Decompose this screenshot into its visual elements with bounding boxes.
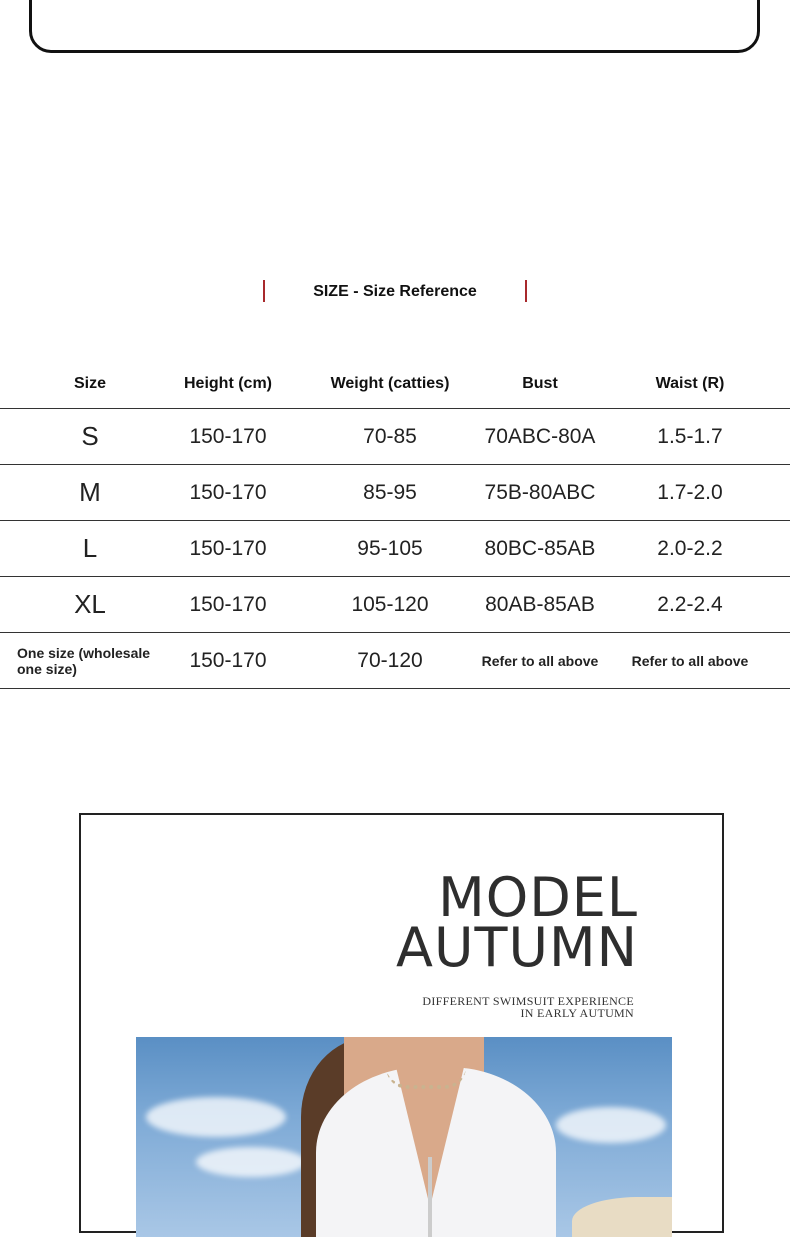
row-size: XL xyxy=(74,589,106,619)
top-card xyxy=(29,0,760,53)
model-subtitle-line1: DIFFERENT SWIMSUIT EXPERIENCE xyxy=(422,994,634,1008)
row-weight: 105-120 xyxy=(351,592,429,616)
model-subtitle-line2: IN EARLY AUTUMN xyxy=(520,1006,634,1020)
row-size: M xyxy=(79,477,101,507)
model-title-line2: AUTUMN xyxy=(396,916,638,979)
model-title xyxy=(396,866,638,979)
table-row xyxy=(0,633,790,689)
header-bust: Bust xyxy=(522,375,558,392)
row-waist: 1.7-2.0 xyxy=(657,480,723,504)
top-card-right-value xyxy=(537,0,607,2)
table-header-row xyxy=(0,360,790,409)
heading-right-bar xyxy=(525,280,527,302)
row-size: S xyxy=(81,421,99,451)
row-waist: Refer to all above xyxy=(631,652,749,669)
row-bust: Refer to all above xyxy=(481,652,599,669)
header-weight: Weight (catties) xyxy=(330,375,450,392)
table-row xyxy=(0,521,790,577)
row-waist: 2.2-2.4 xyxy=(657,592,723,616)
row-height: 150-170 xyxy=(189,592,267,616)
row-weight: 70-85 xyxy=(363,424,417,448)
row-size: One size (wholesale one size) xyxy=(17,644,151,677)
model-photo xyxy=(136,1037,672,1237)
beach-umbrella xyxy=(572,1197,672,1237)
row-bust: 80BC-85AB xyxy=(484,536,596,560)
model-title-line1: MODEL xyxy=(438,866,638,929)
row-weight: 70-120 xyxy=(357,648,423,672)
size-table xyxy=(0,360,790,689)
table-row xyxy=(0,465,790,521)
model-panel xyxy=(79,813,724,1233)
row-waist: 2.0-2.2 xyxy=(657,536,723,560)
row-bust: 70ABC-80A xyxy=(484,424,596,448)
header-size: Size xyxy=(73,375,106,392)
row-bust: 75B-80ABC xyxy=(484,480,596,504)
row-waist: 1.5-1.7 xyxy=(657,424,723,448)
row-height: 150-170 xyxy=(189,424,267,448)
row-height: 150-170 xyxy=(189,480,267,504)
size-reference-heading xyxy=(0,280,790,304)
swimsuit-zip xyxy=(428,1157,432,1237)
row-weight: 95-105 xyxy=(357,536,423,560)
row-weight: 85-95 xyxy=(363,480,417,504)
row-height: 150-170 xyxy=(189,536,267,560)
header-height: Height (cm) xyxy=(184,375,272,392)
model-necklace xyxy=(386,1067,466,1089)
table-row xyxy=(0,577,790,633)
model-subtitle xyxy=(422,995,634,1019)
cloud-shape xyxy=(146,1097,286,1137)
cloud-shape xyxy=(196,1147,306,1177)
table-row xyxy=(0,409,790,465)
row-size: L xyxy=(82,533,98,563)
top-card-left-value xyxy=(182,0,255,2)
row-height: 150-170 xyxy=(189,648,267,672)
row-bust: 80AB-85AB xyxy=(485,592,595,616)
header-waist: Waist (R) xyxy=(655,375,725,392)
cloud-shape xyxy=(556,1107,666,1143)
size-reference-title: SIZE - Size Reference xyxy=(313,283,477,300)
